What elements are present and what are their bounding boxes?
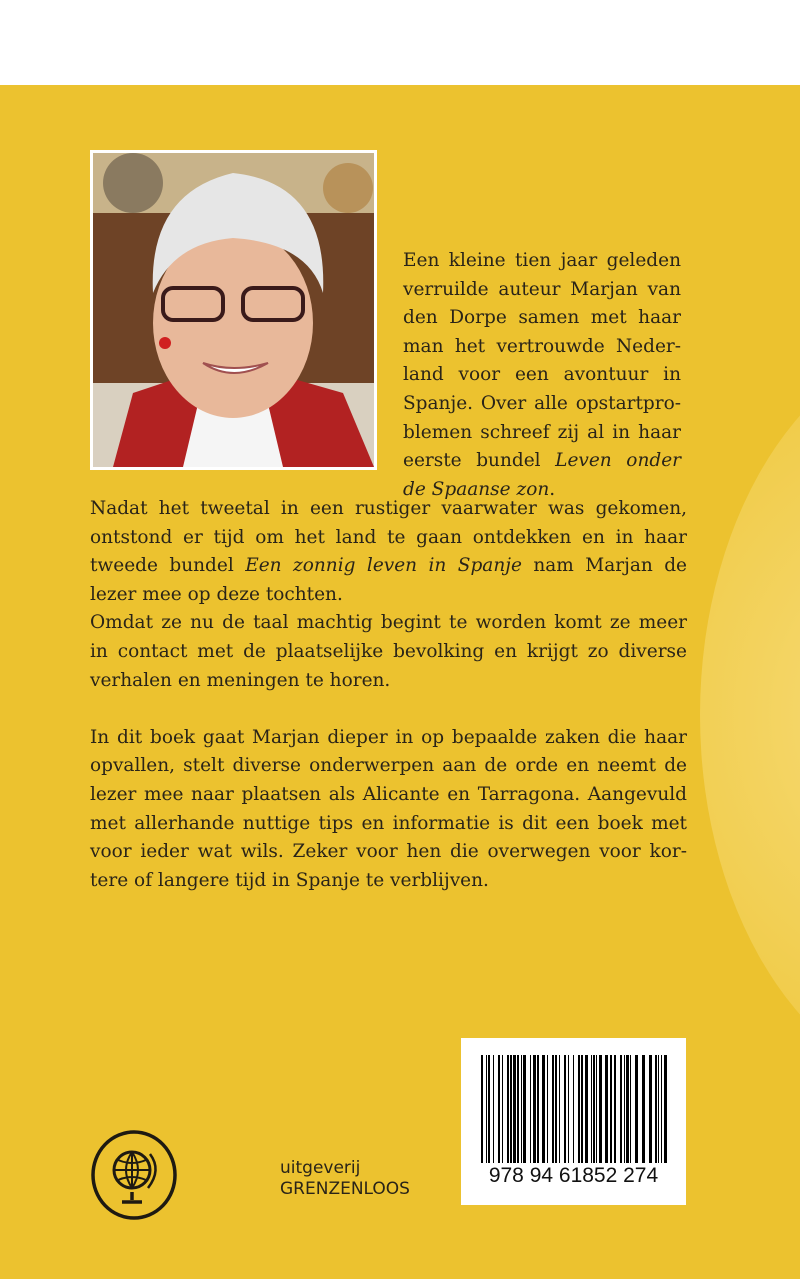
text-line: [90, 609, 687, 638]
text-segment: Een kleine tien jaar geleden: [403, 250, 681, 271]
text-segment: lezer mee op deze tochten.: [90, 583, 343, 605]
barcode-bar: [564, 1055, 566, 1163]
barcode-bar: [593, 1055, 595, 1163]
barcode-bar: [510, 1055, 512, 1163]
barcode-bar: [481, 1055, 483, 1163]
text-segment: met allerhande nuttige tips en informatie is dit een boek met: [90, 812, 687, 834]
barcode-bar: [635, 1055, 638, 1163]
text-line: [90, 810, 687, 839]
text-segment: den Dorpe samen met haar: [403, 307, 681, 329]
text-segment: voor ieder wat wils. Zeker voor hen die overwegen voor kor-: [90, 841, 687, 863]
text-segment: In dit boek gaat Marjan dieper in op bepaalde zaken die haar: [90, 726, 687, 748]
barcode-bar: [658, 1055, 659, 1163]
author-photo: [90, 150, 377, 470]
publisher-line2: GRENZENLOOS: [280, 1179, 410, 1199]
text-line: [403, 361, 681, 390]
text-segment: Nadat het tweetal in een rustiger vaarwater was gekomen,: [90, 498, 687, 519]
barcode-bar: [523, 1055, 526, 1163]
book-title: Leven onder: [555, 450, 681, 472]
text-line: [403, 276, 681, 305]
barcode-bar: [642, 1055, 645, 1163]
barcode-bar: [498, 1055, 500, 1163]
text-segment: tweede bundel: [90, 555, 246, 577]
text-line: [90, 724, 687, 753]
text-segment: [90, 698, 96, 719]
barcode-bar: [624, 1055, 625, 1163]
barcode-bar: [599, 1055, 602, 1163]
text-segment: Spanje. Over alle opstartpro-: [403, 392, 681, 414]
barcode-bar: [555, 1055, 557, 1163]
text-line: [90, 667, 687, 696]
barcode-bar: [530, 1055, 531, 1163]
intro-paragraph: [403, 247, 681, 504]
decorative-globe-glow: [700, 335, 800, 1095]
text-line: [90, 752, 687, 781]
barcode-bar: [578, 1055, 580, 1163]
text-line: [90, 781, 687, 810]
barcode-bar: [552, 1055, 554, 1163]
text-line: [90, 695, 687, 724]
text-line: [403, 333, 681, 362]
book-title: de Spaanse zon: [403, 478, 550, 500]
barcode-bars: [481, 1055, 667, 1163]
text-line: [403, 390, 681, 419]
text-segment: lezer mee naar plaatsen als Alicante en Tarragona. Aangevuld: [90, 783, 687, 805]
barcode-bar: [649, 1055, 652, 1163]
barcode-bar: [493, 1055, 494, 1163]
text-line: [90, 495, 687, 524]
barcode-bar: [620, 1055, 622, 1163]
barcode-bar: [547, 1055, 548, 1163]
barcode-bar: [573, 1055, 574, 1163]
text-line: [90, 581, 687, 610]
text-line: [403, 304, 681, 333]
barcode-bar: [507, 1055, 509, 1163]
text-segment: tere of langere tijd in Spanje te verblijven.: [90, 869, 489, 891]
text-line: [90, 838, 687, 867]
barcode-bar: [630, 1055, 631, 1163]
barcode-bar: [655, 1055, 657, 1163]
text-segment: land voor een avontuur in: [403, 364, 681, 386]
globe-icon: [90, 1130, 180, 1220]
text-segment: verruilde auteur Marjan van: [403, 278, 681, 300]
book-title: Een zonnig leven in Spanje: [245, 555, 522, 577]
text-segment: man het vertrouwde Neder-: [403, 335, 681, 357]
text-line: [403, 247, 681, 276]
text-segment: blemen schreef zij al in haar: [403, 421, 681, 443]
text-segment: ontstond er tijd om het land te gaan ontdekken en in haar: [90, 526, 687, 548]
barcode-bar: [661, 1055, 662, 1163]
text-segment: opvallen, stelt diverse onderwerpen aan de orde en neemt de: [90, 755, 687, 777]
barcode-bar: [502, 1055, 503, 1163]
barcode-bar: [568, 1055, 569, 1163]
description-text: [90, 495, 687, 895]
barcode-bar: [626, 1055, 629, 1163]
barcode-bar: [559, 1055, 560, 1163]
text-line: [90, 524, 687, 553]
barcode-bar: [517, 1055, 519, 1163]
publisher-line1: uitgeverij: [280, 1158, 361, 1178]
isbn-number: 978 94 61852 274: [488, 1164, 659, 1187]
text-segment: in contact met de plaatselijke bevolking en krijgt zo diverse: [90, 640, 687, 662]
barcode-bar: [614, 1055, 616, 1163]
text-line: [90, 867, 687, 896]
barcode-bar: [486, 1055, 487, 1163]
publisher-logo: [90, 1130, 410, 1224]
barcode-bar: [591, 1055, 592, 1163]
barcode-bar: [596, 1055, 597, 1163]
book-back-cover: [0, 85, 800, 1279]
text-line: [90, 552, 687, 581]
text-segment: .: [549, 478, 556, 500]
text-segment: nam Marjan de: [521, 555, 687, 577]
text-segment: verhalen en meningen te horen.: [90, 669, 391, 691]
barcode-bar: [542, 1055, 545, 1163]
text-segment: eerste bundel: [403, 450, 556, 472]
barcode-bar: [610, 1055, 612, 1163]
isbn-barcode: [461, 1038, 686, 1205]
text-line: [403, 447, 681, 476]
text-segment: Omdat ze nu de taal machtig begint te worden komt ze meer: [90, 612, 687, 634]
barcode-bar: [533, 1055, 536, 1163]
barcode-bar: [581, 1055, 583, 1163]
barcode-bar: [537, 1055, 539, 1163]
barcode-bar: [605, 1055, 608, 1163]
barcode-bar: [585, 1055, 588, 1163]
text-line: [403, 419, 681, 448]
barcode-bar: [521, 1055, 522, 1163]
barcode-bar: [488, 1055, 490, 1163]
barcode-bar: [664, 1055, 667, 1163]
text-line: [90, 638, 687, 667]
barcode-bar: [513, 1055, 516, 1163]
